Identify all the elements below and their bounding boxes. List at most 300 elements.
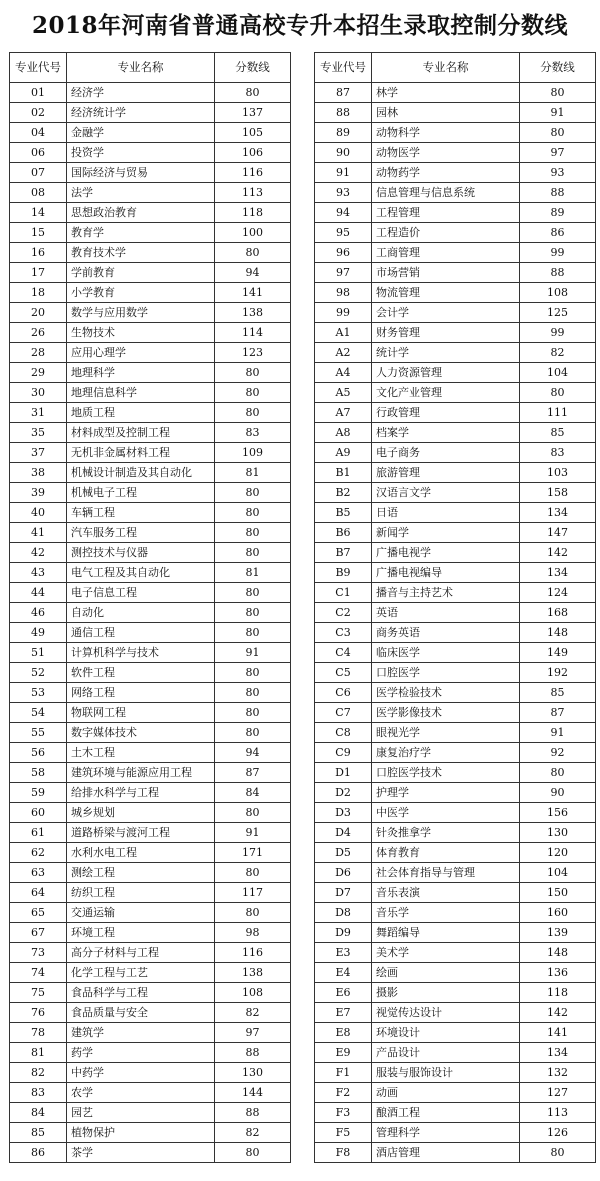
major-code-cell: 26 (10, 323, 67, 343)
table-row (315, 343, 596, 363)
major-code-cell: A5 (315, 383, 372, 403)
major-name-cell: 管理科学 (372, 1123, 520, 1143)
score-cell: 92 (520, 743, 596, 763)
table-row (315, 143, 596, 163)
major-name-cell: 土木工程 (67, 743, 215, 763)
major-code-cell: 61 (10, 823, 67, 843)
table-row (10, 943, 291, 963)
major-name-cell: 环境工程 (67, 923, 215, 943)
major-code-cell: 08 (10, 183, 67, 203)
table-row (315, 1023, 596, 1043)
major-name-cell: 金融学 (67, 123, 215, 143)
major-name-cell: 临床医学 (372, 643, 520, 663)
score-cell: 148 (520, 623, 596, 643)
major-name-cell: 动画 (372, 1083, 520, 1103)
score-cell: 99 (520, 243, 596, 263)
score-cell: 80 (520, 123, 596, 143)
table-row (315, 783, 596, 803)
score-cell: 105 (215, 123, 291, 143)
major-name-cell: 动物药学 (372, 163, 520, 183)
major-code-cell: 93 (315, 183, 372, 203)
score-cell: 80 (215, 803, 291, 823)
table-row (315, 103, 596, 123)
table-row (315, 1043, 596, 1063)
score-cell: 97 (215, 1023, 291, 1043)
major-name-cell: 机械设计制造及其自动化 (67, 463, 215, 483)
score-cell: 80 (215, 383, 291, 403)
table-row (10, 1123, 291, 1143)
major-code-cell: 81 (10, 1043, 67, 1063)
major-code-cell: 84 (10, 1103, 67, 1123)
major-name-cell: 服装与服饰设计 (372, 1063, 520, 1083)
score-cell: 84 (215, 783, 291, 803)
table-row (315, 943, 596, 963)
major-code-cell: 53 (10, 683, 67, 703)
major-name-cell: 投资学 (67, 143, 215, 163)
major-name-cell: 应用心理学 (67, 343, 215, 363)
score-cell: 124 (520, 583, 596, 603)
score-cell: 80 (215, 83, 291, 103)
major-code-cell: 82 (10, 1063, 67, 1083)
table-row (10, 1023, 291, 1043)
score-cell: 130 (520, 823, 596, 843)
score-cell: 141 (215, 283, 291, 303)
major-code-cell: D6 (315, 863, 372, 883)
major-name-cell: 车辆工程 (67, 503, 215, 523)
table-row (10, 383, 291, 403)
major-code-cell: 31 (10, 403, 67, 423)
score-cell: 147 (520, 523, 596, 543)
major-code-cell: 67 (10, 923, 67, 943)
major-name-cell: 环境设计 (372, 1023, 520, 1043)
major-name-cell: 针灸推拿学 (372, 823, 520, 843)
major-code-cell: 07 (10, 163, 67, 183)
major-code-cell: 44 (10, 583, 67, 603)
major-name-cell: 医学影像技术 (372, 703, 520, 723)
score-cell: 80 (215, 243, 291, 263)
table-row (315, 543, 596, 563)
table-row (10, 523, 291, 543)
score-cell: 108 (520, 283, 596, 303)
major-name-cell: 播音与主持艺术 (372, 583, 520, 603)
major-code-cell: C3 (315, 623, 372, 643)
major-code-cell: 83 (10, 1083, 67, 1103)
major-code-cell: 16 (10, 243, 67, 263)
major-name-cell: 社会体育指导与管理 (372, 863, 520, 883)
major-name-cell: 教育学 (67, 223, 215, 243)
major-code-cell: 51 (10, 643, 67, 663)
major-code-cell: E9 (315, 1043, 372, 1063)
major-code-cell: 96 (315, 243, 372, 263)
major-name-cell: 酿酒工程 (372, 1103, 520, 1123)
major-name-cell: 材料成型及控制工程 (67, 423, 215, 443)
score-cell: 88 (215, 1103, 291, 1123)
table-row (10, 603, 291, 623)
score-cell: 86 (520, 223, 596, 243)
major-code-cell: D9 (315, 923, 372, 943)
table-row (10, 203, 291, 223)
major-code-cell: 42 (10, 543, 67, 563)
score-cell: 114 (215, 323, 291, 343)
table-row (315, 963, 596, 983)
table-row (315, 1103, 596, 1123)
major-code-cell: 62 (10, 843, 67, 863)
major-code-cell: 87 (315, 83, 372, 103)
score-cell: 80 (215, 703, 291, 723)
table-row (315, 763, 596, 783)
score-cell: 80 (215, 723, 291, 743)
table-row (10, 543, 291, 563)
table-row (10, 563, 291, 583)
score-cell: 171 (215, 843, 291, 863)
score-cell: 150 (520, 883, 596, 903)
major-code-cell: 75 (10, 983, 67, 1003)
table-row (10, 1043, 291, 1063)
major-code-cell: 17 (10, 263, 67, 283)
table-row (10, 303, 291, 323)
score-cell: 80 (215, 483, 291, 503)
major-code-cell: A7 (315, 403, 372, 423)
table-row (315, 1123, 596, 1143)
score-cell: 89 (520, 203, 596, 223)
table-row (10, 243, 291, 263)
major-name-cell: 音乐表演 (372, 883, 520, 903)
table-row (315, 323, 596, 343)
major-name-cell: 纺织工程 (67, 883, 215, 903)
table-row (315, 243, 596, 263)
table-row (315, 183, 596, 203)
major-code-cell: 85 (10, 1123, 67, 1143)
score-cell: 168 (520, 603, 596, 623)
major-code-cell: A8 (315, 423, 372, 443)
major-code-cell: B6 (315, 523, 372, 543)
major-code-cell: 88 (315, 103, 372, 123)
score-cell: 111 (520, 403, 596, 423)
score-cell: 134 (520, 503, 596, 523)
score-cell: 100 (215, 223, 291, 243)
table-row (10, 823, 291, 843)
table-row (10, 623, 291, 643)
major-name-cell: 交通运输 (67, 903, 215, 923)
major-name-cell: 茶学 (67, 1143, 215, 1163)
score-cell: 126 (520, 1123, 596, 1143)
major-name-cell: 食品质量与安全 (67, 1003, 215, 1023)
major-name-cell: 高分子材料与工程 (67, 943, 215, 963)
score-cell: 104 (520, 863, 596, 883)
major-name-cell: 给排水科学与工程 (67, 783, 215, 803)
score-cell: 142 (520, 1003, 596, 1023)
major-code-cell: D5 (315, 843, 372, 863)
score-cell: 130 (215, 1063, 291, 1083)
score-cell: 80 (215, 363, 291, 383)
table-row (10, 643, 291, 663)
major-name-cell: 城乡规划 (67, 803, 215, 823)
table-row (10, 1003, 291, 1023)
major-name-cell: 经济学 (67, 83, 215, 103)
score-cell: 80 (520, 83, 596, 103)
major-name-cell: 人力资源管理 (372, 363, 520, 383)
score-cell: 113 (215, 183, 291, 203)
major-code-cell: 63 (10, 863, 67, 883)
score-cell: 141 (520, 1023, 596, 1043)
score-cell: 116 (215, 163, 291, 183)
score-cell: 160 (520, 903, 596, 923)
major-name-cell: 广播电视编导 (372, 563, 520, 583)
score-cell: 98 (215, 923, 291, 943)
table-row (10, 803, 291, 823)
major-code-cell: 95 (315, 223, 372, 243)
major-code-cell: C2 (315, 603, 372, 623)
score-cell: 158 (520, 483, 596, 503)
major-name-cell: 计算机科学与技术 (67, 643, 215, 663)
major-name-cell: 测控技术与仪器 (67, 543, 215, 563)
major-code-cell: 86 (10, 1143, 67, 1163)
score-cell: 80 (215, 863, 291, 883)
score-cell: 109 (215, 443, 291, 463)
score-cell: 80 (215, 683, 291, 703)
score-cell: 120 (520, 843, 596, 863)
score-cell: 149 (520, 643, 596, 663)
major-name-cell: 工商管理 (372, 243, 520, 263)
major-name-cell: 物流管理 (372, 283, 520, 303)
major-name-cell: 康复治疗学 (372, 743, 520, 763)
major-code-cell: F5 (315, 1123, 372, 1143)
score-cell: 82 (520, 343, 596, 363)
major-name-cell: 信息管理与信息系统 (372, 183, 520, 203)
table-row (315, 223, 596, 243)
table-row (315, 843, 596, 863)
major-name-cell: 统计学 (372, 343, 520, 363)
major-code-cell: 98 (315, 283, 372, 303)
header-name: 专业名称 (372, 53, 520, 83)
major-name-cell: 测绘工程 (67, 863, 215, 883)
table-row (10, 763, 291, 783)
major-name-cell: 通信工程 (67, 623, 215, 643)
major-name-cell: 农学 (67, 1083, 215, 1103)
major-name-cell: 动物科学 (372, 123, 520, 143)
table-row (10, 903, 291, 923)
major-name-cell: 体育教育 (372, 843, 520, 863)
major-code-cell: 52 (10, 663, 67, 683)
table-row (10, 503, 291, 523)
major-name-cell: 地理科学 (67, 363, 215, 383)
major-code-cell: 43 (10, 563, 67, 583)
score-cell: 144 (215, 1083, 291, 1103)
major-name-cell: 酒店管理 (372, 1143, 520, 1163)
table-row (315, 663, 596, 683)
major-code-cell: 94 (315, 203, 372, 223)
score-cell: 139 (520, 923, 596, 943)
major-code-cell: A4 (315, 363, 372, 383)
header-code: 专业代号 (10, 53, 67, 83)
major-name-cell: 工程造价 (372, 223, 520, 243)
score-cell: 88 (520, 263, 596, 283)
score-cell: 91 (520, 723, 596, 743)
major-name-cell: 眼视光学 (372, 723, 520, 743)
table-row (10, 143, 291, 163)
major-code-cell: 74 (10, 963, 67, 983)
major-name-cell: 园艺 (67, 1103, 215, 1123)
major-name-cell: 食品科学与工程 (67, 983, 215, 1003)
score-cell: 117 (215, 883, 291, 903)
major-name-cell: 摄影 (372, 983, 520, 1003)
major-code-cell: E4 (315, 963, 372, 983)
table-row (10, 363, 291, 383)
table-row (315, 923, 596, 943)
major-name-cell: 建筑环境与能源应用工程 (67, 763, 215, 783)
score-cell: 80 (215, 1143, 291, 1163)
score-cell: 106 (215, 143, 291, 163)
major-code-cell: 59 (10, 783, 67, 803)
major-code-cell: 39 (10, 483, 67, 503)
major-code-cell: B1 (315, 463, 372, 483)
table-row (315, 983, 596, 1003)
table-row (315, 623, 596, 643)
score-cell: 94 (215, 743, 291, 763)
major-code-cell: B7 (315, 543, 372, 563)
table-row (315, 903, 596, 923)
major-name-cell: 市场营销 (372, 263, 520, 283)
major-name-cell: 地理信息科学 (67, 383, 215, 403)
major-name-cell: 汉语言文学 (372, 483, 520, 503)
table-row (10, 283, 291, 303)
table-row (10, 1103, 291, 1123)
major-name-cell: 中医学 (372, 803, 520, 823)
table-row (10, 1083, 291, 1103)
table-row (315, 403, 596, 423)
major-code-cell: B5 (315, 503, 372, 523)
major-code-cell: A9 (315, 443, 372, 463)
major-code-cell: B9 (315, 563, 372, 583)
major-code-cell: 58 (10, 763, 67, 783)
major-code-cell: 56 (10, 743, 67, 763)
score-cell: 82 (215, 1123, 291, 1143)
score-cell: 116 (215, 943, 291, 963)
major-name-cell: 新闻学 (372, 523, 520, 543)
major-name-cell: 广播电视学 (372, 543, 520, 563)
major-code-cell: 37 (10, 443, 67, 463)
major-code-cell: 02 (10, 103, 67, 123)
major-code-cell: F3 (315, 1103, 372, 1123)
table-row (10, 703, 291, 723)
major-name-cell: 药学 (67, 1043, 215, 1063)
major-name-cell: 自动化 (67, 603, 215, 623)
table-row (10, 423, 291, 443)
major-code-cell: C1 (315, 583, 372, 603)
table-row (315, 1083, 596, 1103)
major-name-cell: 数学与应用数学 (67, 303, 215, 323)
major-code-cell: 01 (10, 83, 67, 103)
major-code-cell: 54 (10, 703, 67, 723)
major-code-cell: 41 (10, 523, 67, 543)
major-name-cell: 网络工程 (67, 683, 215, 703)
table-row (315, 163, 596, 183)
table-row (315, 363, 596, 383)
table-row (315, 1063, 596, 1083)
table-row (315, 823, 596, 843)
table-row (10, 583, 291, 603)
score-cell: 80 (215, 543, 291, 563)
table-row (315, 443, 596, 463)
score-cell: 91 (215, 823, 291, 843)
score-cell: 80 (215, 503, 291, 523)
table-row (10, 743, 291, 763)
score-cell: 88 (215, 1043, 291, 1063)
major-name-cell: 口腔医学技术 (372, 763, 520, 783)
score-cell: 137 (215, 103, 291, 123)
major-code-cell: F8 (315, 1143, 372, 1163)
score-cell: 142 (520, 543, 596, 563)
major-name-cell: 水利水电工程 (67, 843, 215, 863)
major-code-cell: 55 (10, 723, 67, 743)
table-row (10, 1063, 291, 1083)
score-cell: 127 (520, 1083, 596, 1103)
score-cell: 138 (215, 963, 291, 983)
major-code-cell: 18 (10, 283, 67, 303)
major-code-cell: 73 (10, 943, 67, 963)
table-row (10, 923, 291, 943)
major-code-cell: C9 (315, 743, 372, 763)
header-score: 分数线 (520, 53, 596, 83)
major-name-cell: 舞蹈编导 (372, 923, 520, 943)
major-name-cell: 国际经济与贸易 (67, 163, 215, 183)
score-cell: 103 (520, 463, 596, 483)
major-code-cell: 35 (10, 423, 67, 443)
major-code-cell: D3 (315, 803, 372, 823)
major-code-cell: 04 (10, 123, 67, 143)
score-cell: 85 (520, 683, 596, 703)
score-cell: 80 (215, 623, 291, 643)
major-code-cell: C8 (315, 723, 372, 743)
major-code-cell: 49 (10, 623, 67, 643)
major-code-cell: 90 (315, 143, 372, 163)
score-cell: 80 (215, 603, 291, 623)
score-cell: 85 (520, 423, 596, 443)
table-row (315, 683, 596, 703)
major-name-cell: 教育技术学 (67, 243, 215, 263)
table-row (315, 563, 596, 583)
table-header-row (315, 53, 596, 83)
major-name-cell: 化学工程与工艺 (67, 963, 215, 983)
table-row (315, 723, 596, 743)
table-row (10, 103, 291, 123)
score-cell: 91 (215, 643, 291, 663)
score-cell: 104 (520, 363, 596, 383)
score-cell: 80 (215, 583, 291, 603)
table-row (10, 463, 291, 483)
major-name-cell: 软件工程 (67, 663, 215, 683)
major-code-cell: 78 (10, 1023, 67, 1043)
major-code-cell: D2 (315, 783, 372, 803)
table-row (315, 583, 596, 603)
major-name-cell: 电气工程及其自动化 (67, 563, 215, 583)
major-name-cell: 建筑学 (67, 1023, 215, 1043)
score-cell: 80 (215, 903, 291, 923)
major-name-cell: 小学教育 (67, 283, 215, 303)
table-row (315, 263, 596, 283)
table-row (10, 403, 291, 423)
table-row (315, 503, 596, 523)
major-name-cell: 经济统计学 (67, 103, 215, 123)
major-name-cell: 医学检验技术 (372, 683, 520, 703)
table-row (10, 263, 291, 283)
major-name-cell: 商务英语 (372, 623, 520, 643)
table-row (315, 863, 596, 883)
major-name-cell: 财务管理 (372, 323, 520, 343)
major-name-cell: 学前教育 (67, 263, 215, 283)
table-row (315, 743, 596, 763)
table-row (315, 463, 596, 483)
